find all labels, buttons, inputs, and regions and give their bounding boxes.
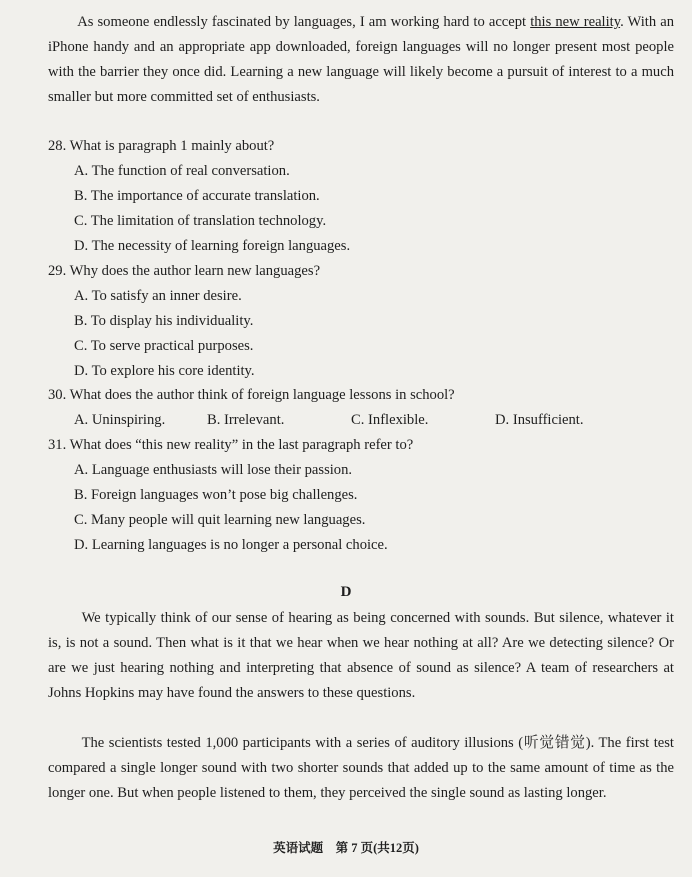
question-29-option-c: C. To serve practical purposes. bbox=[74, 338, 254, 354]
question-28-option-d: D. The necessity of learning foreign languages. bbox=[74, 238, 351, 254]
section-d-paragraph-1: We typically think of our sense of hearing as being concerned with sounds. But silence, whatever it is, is not a sound. Then what is it that we hear when we hear nothing at all? Are we detecting silence? Or are we just hearing nothing and interpreting that absence of sound as silence? A team of researchers at Johns Hopkins may have found the answers to these questions. bbox=[48, 610, 674, 701]
question-31-option-c: C. Many people will quit learning new languages. bbox=[74, 512, 366, 528]
question-30-stem: 30. What does the author think of foreign language lessons in school? bbox=[48, 387, 455, 403]
question-28-stem: 28. What is paragraph 1 mainly about? bbox=[48, 138, 275, 154]
question-30-option-d: D. Insufficient. bbox=[495, 412, 584, 428]
page-footer: 英语试题 第 7 页(共12页) bbox=[273, 841, 419, 855]
question-31-option-b: B. Foreign languages won’t pose big challenges. bbox=[74, 487, 358, 503]
question-30-option-b: B. Irrelevant. bbox=[207, 412, 285, 428]
question-30-options bbox=[74, 408, 674, 433]
question-30-option-c: C. Inflexible. bbox=[351, 412, 429, 428]
question-31-stem: 31. What does “this new reality” in the last paragraph refer to? bbox=[48, 437, 414, 453]
passage-c-final-paragraph bbox=[48, 10, 674, 110]
paragraph-text: . With an iPhone handy and an appropriate app downloaded, foreign languages will no longer present most people with the barrier they once did. Learning a new language will likely become a pursuit of interest to a much smaller but more committed set of enthusiasts. bbox=[48, 14, 674, 105]
question-29-option-b: B. To display his individuality. bbox=[74, 313, 254, 329]
underlined-phrase: this new reality bbox=[530, 14, 621, 30]
question-31-option-d: D. Learning languages is no longer a personal choice. bbox=[74, 537, 388, 553]
paragraph-text: As someone endlessly fascinated by languages, I am working hard to accept bbox=[77, 14, 531, 30]
question-29-stem: 29. Why does the author learn new languages? bbox=[48, 263, 321, 279]
section-d-paragraph-2: The scientists tested 1,000 participants with a series of auditory illusions (听觉错觉). The first test compared a single longer sound with two shorter sounds that added up to the same amount of time as the longer one. But when people listened to them, they perceived the single sound as lasting longer. bbox=[48, 735, 674, 801]
question-31-option-a: A. Language enthusiasts will lose their passion. bbox=[74, 462, 353, 478]
question-29-option-a: A. To satisfy an inner desire. bbox=[74, 288, 242, 304]
question-28-option-a: A. The function of real conversation. bbox=[74, 163, 290, 179]
question-30-option-a: A. Uninspiring. bbox=[74, 412, 166, 428]
section-heading: D bbox=[340, 584, 352, 600]
question-28-option-c: C. The limitation of translation technology. bbox=[74, 213, 327, 229]
question-29-option-d: D. To explore his core identity. bbox=[74, 363, 255, 379]
question-28-option-b: B. The importance of accurate translation. bbox=[74, 188, 320, 204]
